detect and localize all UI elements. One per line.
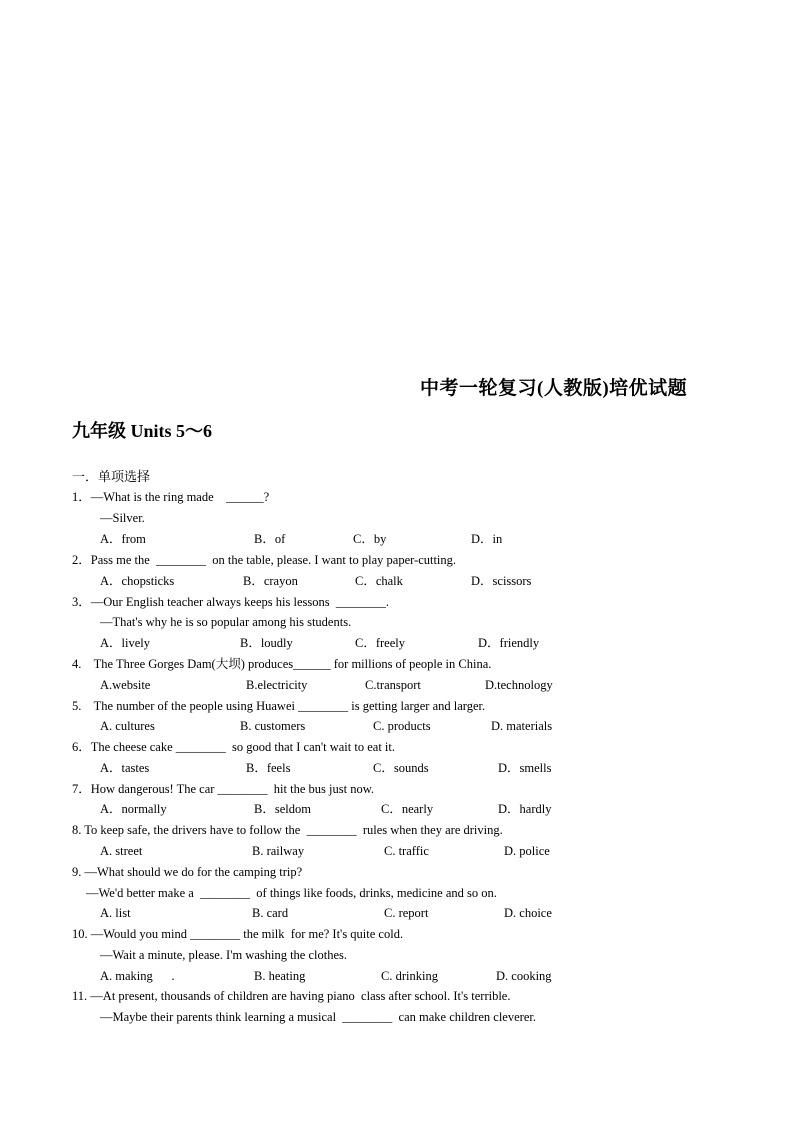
question-9-dialog [0,883,794,903]
question-11-dialog [0,1007,794,1027]
option-c: C．freely [355,636,405,650]
option-c: C. traffic [384,844,429,858]
option-d: D. choice [504,906,552,920]
option-d: D．smells [498,761,552,775]
question-8-options [0,841,794,861]
question-9-stem [0,862,794,882]
option-d: D．friendly [478,636,540,650]
question-5-stem [0,696,794,716]
option-b: B．seldom [254,802,311,816]
question-4-options [0,675,794,695]
option-a: A. street [100,844,143,858]
option-c: C．sounds [373,761,429,775]
option-a: A. making . [100,969,175,983]
option-a: A．lively [100,636,150,650]
dialog-text: —That's why he is so popular among his students. [100,615,352,629]
question-stem-text: 8. To keep safe, the drivers have to follow the ________ rules when they are driving. [72,823,503,837]
option-d: D. police [504,844,550,858]
option-b: B．of [254,532,286,546]
option-d: D．hardly [498,802,552,816]
option-b: B. customers [240,719,306,733]
question-10-stem [0,924,794,944]
option-c: C. drinking [381,969,438,983]
option-a: A.website [100,678,151,692]
question-7-options [0,799,794,819]
option-d: D. materials [491,719,553,733]
option-d: D.technology [485,678,553,692]
option-c: C．nearly [381,802,434,816]
question-2-options [0,571,794,591]
option-c: C．by [353,532,387,546]
question-10-dialog [0,945,794,965]
question-stem-text: 5. The number of the people using Huawei ________ is getting larger and larger. [72,699,486,713]
option-a: A．tastes [100,761,150,775]
question-stem-text: 6．The cheese cake ________ so good that I can't wait to eat it. [72,740,395,754]
option-b: B. railway [252,844,305,858]
option-c: C．chalk [355,574,403,588]
question-stem-text: 10. —Would you mind ________ the milk for me? It's quite cold. [72,927,404,941]
dialog-text: —Wait a minute, please. I'm washing the clothes. [100,948,348,962]
question-7-stem [0,779,794,799]
section-title: 一．单项选择 [72,469,151,484]
question-stem-text: 11. —At present, thousands of children are having piano class after school. It's terrible. [72,989,511,1003]
option-d: D．scissors [471,574,532,588]
question-1-dialog [0,508,794,528]
question-2-stem [0,550,794,570]
question-1-options [0,529,794,549]
question-11-stem [0,986,794,1006]
option-b: B. heating [254,969,306,983]
option-b: B.electricity [246,678,308,692]
option-b: B. card [252,906,289,920]
question-6-stem [0,737,794,757]
option-c: C. products [373,719,431,733]
option-a: A. list [100,906,131,920]
question-9-options [0,903,794,923]
option-b: B．loudly [240,636,293,650]
question-stem-text: 9. —What should we do for the camping trip? [72,865,303,879]
question-3-options [0,633,794,653]
question-6-options [0,758,794,778]
document-title: 中考一轮复习(人教版)培优试题 [420,378,688,399]
option-a: A．from [100,532,146,546]
option-b: B．feels [246,761,291,775]
dialog-text: —Maybe their parents think learning a musical ________ can make children cleverer. [100,1010,536,1024]
question-3-dialog [0,612,794,632]
option-c: C.transport [365,678,421,692]
question-3-stem [0,592,794,612]
option-a: A. cultures [100,719,155,733]
option-a: A．chopsticks [100,574,175,588]
option-a: A．normally [100,802,167,816]
question-10-options [0,966,794,986]
question-stem-text: 2．Pass me the ________ on the table, please. I want to play paper-cutting. [72,553,457,567]
question-4-stem [0,654,794,674]
option-d: D．in [471,532,503,546]
question-8-stem [0,820,794,840]
question-stem-text: 4. The Three Gorges Dam(大坝) produces______ for millions of people in China. [72,657,492,671]
dialog-text: —We'd better make a ________ of things like foods, drinks, medicine and so on. [86,886,497,900]
option-d: D. cooking [496,969,552,983]
unit-title: 九年级 Units 5～6 [72,421,213,441]
question-stem-text: 1．—What is the ring made ______? [72,490,270,504]
question-stem-text: 7．How dangerous! The car ________ hit the bus just now. [72,782,375,796]
dialog-text: —Silver. [100,511,145,525]
option-b: B．crayon [243,574,298,588]
question-5-options [0,716,794,736]
question-stem-text: 3．—Our English teacher always keeps his lessons ________. [72,595,389,609]
option-c: C. report [384,906,429,920]
question-1-stem [0,487,794,507]
